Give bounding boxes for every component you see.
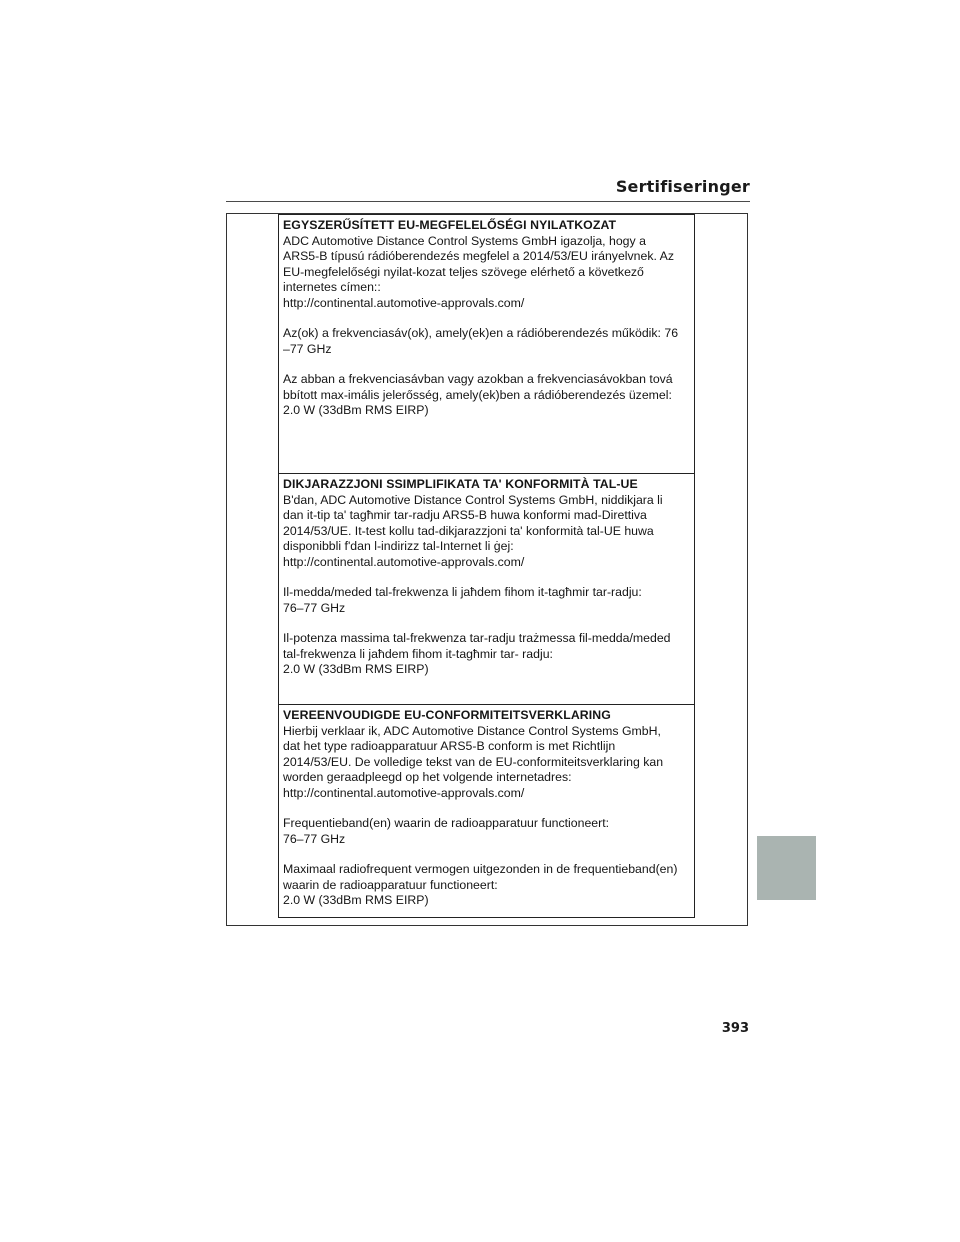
declaration-line: bbított max-imális jelerősség, amely(ek)ben a rádióberendezés üzemel:	[283, 387, 672, 402]
declaration-url: http://continental.automotive-approvals.com/	[283, 785, 525, 800]
declaration-line: Hierbij verklaar ik, ADC Automotive Distance Control Systems GmbH,	[283, 723, 661, 738]
declaration-line: Il-potenza massima tal-frekwenza tar-radju trażmessa fil-medda/meded	[283, 631, 671, 645]
declaration-line: 2014/53/UE. It-test kollu tad-dikjarazzjoni ta' konformità tal-UE huwa	[283, 523, 654, 538]
declaration-line: 2014/53/EU. De volledige tekst van de EU-conformiteitsverklaring kan	[283, 754, 664, 769]
declaration-line: ADC Automotive Distance Control Systems GmbH igazolja, hogy a	[283, 233, 646, 248]
spacer	[283, 801, 690, 816]
header-divider	[226, 201, 750, 202]
declaration-line: Az abban a frekvenciasávban vagy azokban a frekvenciasávokban tová	[283, 372, 673, 386]
declaration-line: Maximaal radiofrequent vermogen uitgezonden in de frequentieband(en)	[283, 862, 678, 876]
declaration-box	[278, 214, 695, 918]
declaration-line: EU-megfelelőségi nyilat-kozat teljes szövege elérhető a következő	[283, 264, 644, 279]
declaration-line: 76–77 GHz	[283, 600, 346, 615]
declaration-line: –77 GHz	[283, 341, 332, 356]
declaration-line: B'dan, ADC Automotive Distance Control Systems GmbH, niddikjara li	[283, 492, 663, 507]
spacer	[283, 616, 690, 631]
declaration-line: waarin de radioapparatuur functioneert:	[283, 877, 498, 892]
declaration-line: Frequentieband(en) waarin de radioapparatuur functioneert:	[283, 816, 610, 830]
declaration-line: 2.0 W (33dBm RMS EIRP)	[283, 662, 429, 676]
spacer	[283, 311, 690, 326]
declaration-line: 2.0 W (33dBm RMS EIRP)	[283, 403, 429, 417]
declaration-dutch	[279, 704, 694, 917]
declaration-maltese	[279, 473, 694, 704]
declaration-line: 2.0 W (33dBm RMS EIRP)	[283, 893, 429, 907]
declaration-hungarian	[279, 215, 694, 473]
declaration-line: tal-frekwenza li jaħdem fihom it-tagħmir tar- radju:	[283, 646, 553, 661]
declaration-line: dat het type radioapparatuur ARS5-B conform is met Richtlijn	[283, 739, 616, 753]
declaration-line: internetes címen::	[283, 280, 381, 294]
declaration-url: http://continental.automotive-approvals.com/	[283, 295, 525, 310]
declaration-line: worden geraadpleegd op het volgende internetadres:	[283, 770, 572, 784]
spacer	[283, 570, 690, 585]
declaration-line: ARS5-B típusú rádióberendezés megfelel a 2014/53/EU irányelvnek. Az	[283, 249, 674, 263]
declaration-line: dan it-tip ta' tagħmir tar-radju ARS5-B huwa konformi mad-Direttiva	[283, 508, 647, 522]
declaration-title: VEREENVOUDIGDE EU-CONFORMITEITSVERKLARING	[283, 708, 611, 722]
declaration-title: EGYSZERŰSÍTETT EU-MEGFELELŐSÉGI NYILATKOZAT	[283, 218, 617, 232]
declaration-title: DIKJARAZZJONI SSIMPLIFIKATA TA' KONFORMITÀ TAL-UE	[283, 477, 638, 491]
declaration-line: 76–77 GHz	[283, 831, 346, 846]
declaration-line: disponibbli f'dan l-indirizz tal-Internet li ġej:	[283, 539, 514, 553]
spacer	[283, 847, 690, 862]
spacer	[283, 357, 690, 372]
page-number: 393	[721, 1021, 749, 1036]
declaration-line: Il-medda/meded tal-frekwenza li jaħdem fihom it-tagħmir tar-radju:	[283, 585, 642, 599]
chapter-tab	[757, 836, 816, 900]
section-title: Sertifiseringer	[615, 177, 750, 196]
declaration-url: http://continental.automotive-approvals.com/	[283, 554, 525, 569]
declaration-line: Az(ok) a frekvenciasáv(ok), amely(ek)en a rádióberendezés működik: 76	[283, 326, 679, 340]
